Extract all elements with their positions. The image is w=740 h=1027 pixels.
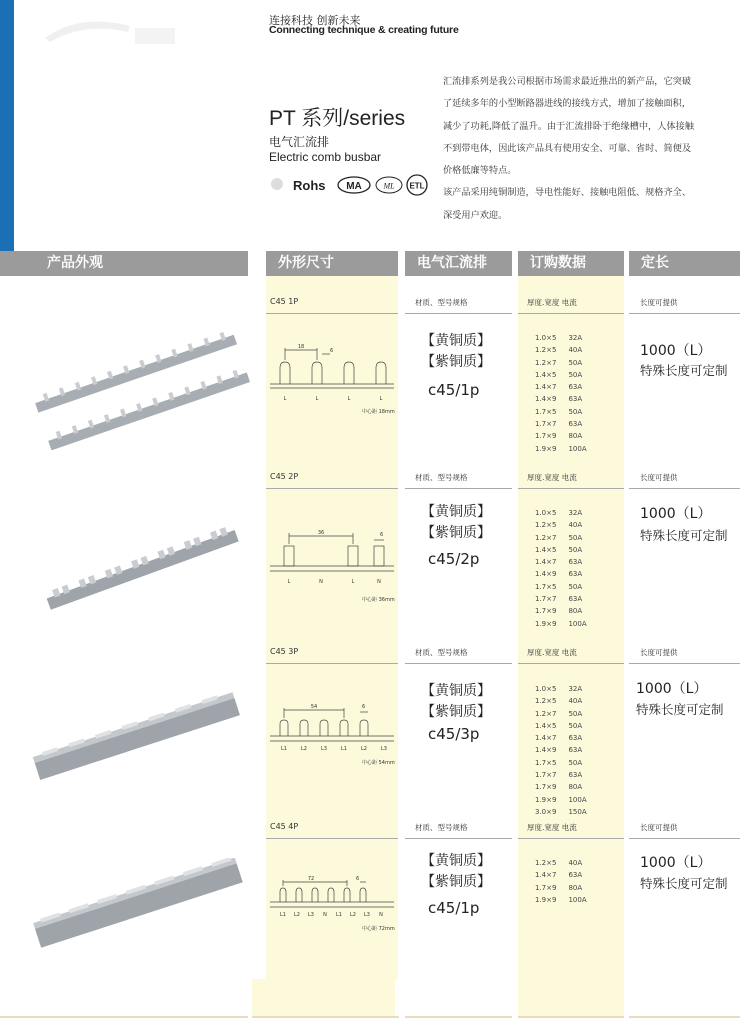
footer-rule <box>405 1016 512 1018</box>
spec-thickness-width: 1.4×7 <box>535 383 557 392</box>
pole-label: L <box>283 396 287 402</box>
material-brass: 【黄铜质】 <box>421 333 491 349</box>
spec-row <box>535 895 597 905</box>
divider <box>405 488 512 489</box>
leaf-icon <box>269 176 285 192</box>
length-header: 长度可提供 <box>640 648 678 657</box>
pole-label: L <box>315 396 319 402</box>
dim-label: 6 <box>356 876 360 882</box>
length-note: 特殊长度可定制 <box>640 528 728 543</box>
model-number: c45/1p <box>428 899 480 917</box>
material-list <box>421 331 491 373</box>
order-header: 厚度.宽度 电流 <box>527 648 577 657</box>
dimension-drawing-3p <box>266 700 398 760</box>
material-list <box>421 502 491 544</box>
spec-thickness-width: 1.2×5 <box>535 859 557 867</box>
pole-label: L1 <box>336 912 342 918</box>
spec-thickness-width: 1.7×9 <box>535 783 557 792</box>
spec-row <box>535 557 597 567</box>
spec-thickness-width: 1.7×5 <box>535 758 557 767</box>
spec-current: 100A <box>568 619 587 628</box>
spec-current: 80A <box>568 883 583 892</box>
spec-current: 50A <box>568 370 583 379</box>
spec-row <box>535 582 597 592</box>
spec-current: 40A <box>568 521 583 530</box>
spec-row <box>535 696 597 706</box>
product-title: C45 3P <box>270 647 299 656</box>
spec-thickness-width: 1.2×7 <box>535 709 557 718</box>
spec-row <box>535 520 597 530</box>
desc-line: 汇流排系列是我公司根据市场需求最近推出的新产品，它突破 <box>443 76 692 87</box>
divider <box>629 838 740 839</box>
spec-thickness-width: 1.2×5 <box>535 521 557 530</box>
divider <box>266 313 398 314</box>
spec-row <box>535 394 597 404</box>
spec-row <box>535 606 597 616</box>
divider <box>266 663 398 664</box>
product-description <box>443 71 733 227</box>
pole-label: L1 <box>281 746 287 752</box>
center-distance-note: 中心距 72mm <box>362 926 395 932</box>
length-value: 1000（L） <box>640 506 712 522</box>
spec-thickness-width: 1.7×7 <box>535 595 557 604</box>
center-distance-note: 中心距 54mm <box>362 760 395 766</box>
spec-thickness-width: 1.0×5 <box>535 509 557 517</box>
divider <box>629 313 740 314</box>
material-list <box>421 851 491 893</box>
pole-label: L <box>287 579 291 585</box>
spec-thickness-width: 1.7×7 <box>535 420 557 429</box>
spec-thickness-width: 1.4×5 <box>535 545 557 554</box>
spec-thickness-width: 1.7×9 <box>535 883 557 892</box>
spec-row <box>535 333 597 343</box>
desc-line: 了延续多年的小型断路器进线的接线方式，增加了接触面积， <box>443 98 692 110</box>
spec-row <box>535 407 597 417</box>
etl-cert-text: ETL <box>409 181 425 191</box>
length-header: 长度可提供 <box>640 298 678 307</box>
desc-line: 减少了功耗,降低了温升。由于汇流排卧于绝缘槽中，人体接触 <box>443 120 694 132</box>
spec-thickness-width: 1.2×7 <box>535 533 557 542</box>
slogan-english: Connecting technique & creating future <box>269 24 459 36</box>
divider <box>518 663 624 664</box>
column-header-order-data: 订购数据 <box>518 251 624 276</box>
spec-thickness-width: 1.2×5 <box>535 697 557 706</box>
spec-current: 63A <box>568 871 583 880</box>
pole-label: L2 <box>301 746 307 752</box>
pole-label: L <box>347 396 351 402</box>
length-note: 特殊长度可定制 <box>640 876 728 891</box>
material-header: 材质、型号规格 <box>415 648 468 657</box>
spec-row <box>535 594 597 604</box>
spec-thickness-width: 1.7×7 <box>535 771 557 780</box>
spec-current: 63A <box>568 558 583 567</box>
ml-cert-text: ML <box>383 181 395 191</box>
footer-rule <box>629 1016 740 1018</box>
spec-current: 100A <box>568 895 587 904</box>
order-header: 厚度.宽度 电流 <box>527 298 577 307</box>
spec-current: 50A <box>568 758 583 767</box>
spec-row <box>535 533 597 543</box>
spec-current: 63A <box>568 771 583 780</box>
spec-row <box>535 619 597 629</box>
dimension-drawing-1p <box>266 338 398 418</box>
spec-row <box>535 508 597 518</box>
material-copper: 【紫铜质】 <box>421 704 491 720</box>
spec-thickness-width: 1.4×7 <box>535 871 557 880</box>
pole-label: L3 <box>364 912 370 918</box>
spec-current: 32A <box>568 509 583 517</box>
desc-line: 不到带电体，因此该产品具有使用安全、可靠、省时、简便及 <box>443 142 692 154</box>
spec-row <box>535 709 597 719</box>
spec-current: 63A <box>568 570 583 579</box>
dim-label: 6 <box>380 532 384 538</box>
spec-row <box>535 733 597 743</box>
spec-thickness-width: 1.2×5 <box>535 346 557 355</box>
dim-label: 54 <box>310 704 318 710</box>
length-header: 长度可提供 <box>640 823 678 832</box>
pole-label: L2 <box>361 746 367 752</box>
slogan-chinese: 连接科技 创新未来 <box>269 14 361 27</box>
spec-table <box>533 682 599 819</box>
dim-label: 18 <box>297 344 305 350</box>
etl-cert-icon <box>406 174 428 196</box>
spec-row <box>535 858 597 868</box>
spec-thickness-width: 1.0×5 <box>535 685 557 693</box>
company-logo <box>40 8 190 58</box>
material-brass: 【黄铜质】 <box>421 683 491 699</box>
column-header-busbar: 电气汇流排 <box>405 251 512 276</box>
divider <box>629 663 740 664</box>
length-value: 1000（L） <box>636 681 708 697</box>
order-header: 厚度.宽度 电流 <box>527 823 577 832</box>
divider <box>266 488 398 489</box>
ml-cert-icon <box>375 176 403 194</box>
spec-thickness-width: 3.0×9 <box>535 807 557 816</box>
spec-current: 80A <box>568 607 583 616</box>
pole-label: N <box>323 912 327 918</box>
spec-thickness-width: 1.4×5 <box>535 370 557 379</box>
column-header-appearance: 产品外观 <box>0 251 248 276</box>
spec-thickness-width: 1.9×9 <box>535 895 557 904</box>
spec-table <box>533 856 599 907</box>
busbar-1p-image <box>30 320 250 450</box>
model-number: c45/3p <box>428 725 480 743</box>
divider <box>518 838 624 839</box>
length-value: 1000（L） <box>640 343 712 359</box>
accent-bar <box>0 0 14 270</box>
spec-current: 40A <box>568 697 583 706</box>
spec-current: 63A <box>568 746 583 755</box>
spec-row <box>535 770 597 780</box>
spec-thickness-width: 1.7×5 <box>535 407 557 416</box>
busbar-2p-image <box>40 520 245 615</box>
desc-line: 价格低廉等特点。 <box>443 165 517 177</box>
material-brass: 【黄铜质】 <box>421 504 491 520</box>
spec-current: 63A <box>568 420 583 429</box>
spec-thickness-width: 1.9×9 <box>535 444 557 453</box>
divider <box>518 313 624 314</box>
subtitle-chinese: 电气汇流排 <box>269 135 330 149</box>
material-header: 材质、型号规格 <box>415 298 468 307</box>
dim-label: 6 <box>330 348 334 354</box>
pole-label: N <box>319 579 323 585</box>
pole-label: L1 <box>280 912 286 918</box>
product-title: C45 2P <box>270 472 299 481</box>
spec-thickness-width: 1.4×9 <box>535 570 557 579</box>
material-copper: 【紫铜质】 <box>421 525 491 541</box>
material-copper: 【紫铜质】 <box>421 354 491 370</box>
spec-current: 50A <box>568 358 583 367</box>
divider <box>405 313 512 314</box>
length-header: 长度可提供 <box>640 473 678 482</box>
spec-row <box>535 758 597 768</box>
divider <box>629 488 740 489</box>
spec-current: 80A <box>568 783 583 792</box>
spec-current: 50A <box>568 407 583 416</box>
spec-current: 150A <box>568 807 587 816</box>
spec-current: 80A <box>568 432 583 441</box>
model-number: c45/2p <box>428 550 480 568</box>
pole-label: L3 <box>381 746 387 752</box>
ma-cert-text: MA <box>346 181 362 192</box>
spec-thickness-width: 1.7×9 <box>535 607 557 616</box>
pole-label: L3 <box>321 746 327 752</box>
busbar-3p-image <box>30 690 245 785</box>
spec-table <box>533 506 599 631</box>
spec-row <box>535 684 597 694</box>
spec-row <box>535 358 597 368</box>
ma-cert-icon <box>337 176 371 194</box>
spec-row <box>535 419 597 429</box>
dim-label: 72 <box>307 876 315 882</box>
spec-row <box>535 721 597 731</box>
spec-current: 50A <box>568 721 583 730</box>
spec-current: 50A <box>568 582 583 591</box>
spec-row <box>535 382 597 392</box>
desc-line: 深受用户欢迎。 <box>443 209 508 221</box>
spec-current: 50A <box>568 709 583 718</box>
spec-row <box>535 745 597 755</box>
spec-thickness-width: 1.7×5 <box>535 582 557 591</box>
spec-current: 100A <box>568 795 587 804</box>
length-note: 特殊长度可定制 <box>640 363 728 378</box>
spec-thickness-width: 1.4×5 <box>535 721 557 730</box>
pole-label: L <box>379 396 383 402</box>
footer-cell <box>252 979 399 1016</box>
length-value: 1000（L） <box>640 855 712 871</box>
spec-current: 40A <box>568 859 583 867</box>
pole-label: L2 <box>294 912 300 918</box>
spec-thickness-width: 1.7×9 <box>535 432 557 441</box>
pole-label: L3 <box>308 912 314 918</box>
column-header-length: 定长 <box>629 251 740 276</box>
pole-label: L <box>351 579 355 585</box>
dimension-drawing-2p <box>266 520 398 590</box>
pole-label: L2 <box>350 912 356 918</box>
spec-current: 63A <box>568 395 583 404</box>
model-number: c45/1p <box>428 381 480 399</box>
material-list <box>421 681 491 723</box>
desc-line: 该产品采用纯铜制造，导电性能好、接触电阻低、规格齐全、 <box>443 187 692 199</box>
spec-thickness-width: 1.4×9 <box>535 746 557 755</box>
product-title: C45 4P <box>270 822 299 831</box>
divider <box>405 838 512 839</box>
dimension-drawing-4p <box>266 872 398 927</box>
center-distance-note: 中心距 18mm <box>362 409 395 415</box>
spec-thickness-width: 1.0×5 <box>535 334 557 342</box>
divider <box>518 488 624 489</box>
dim-label: 6 <box>362 704 366 710</box>
material-header: 材质、型号规格 <box>415 473 468 482</box>
spec-current: 63A <box>568 595 583 604</box>
spec-row <box>535 545 597 555</box>
spec-thickness-width: 1.9×9 <box>535 795 557 804</box>
spec-current: 100A <box>568 444 587 453</box>
spec-current: 63A <box>568 383 583 392</box>
spec-thickness-width: 1.4×7 <box>535 734 557 743</box>
spec-row <box>535 431 597 441</box>
pole-label: L1 <box>341 746 347 752</box>
dim-label: 36 <box>317 530 325 536</box>
footer-rule <box>252 1016 399 1018</box>
pole-label: N <box>379 912 383 918</box>
spec-current: 50A <box>568 533 583 542</box>
product-title: C45 1P <box>270 297 299 306</box>
divider <box>266 838 398 839</box>
spec-current: 63A <box>568 734 583 743</box>
spec-row <box>535 370 597 380</box>
spec-row <box>535 444 597 454</box>
spec-thickness-width: 1.9×9 <box>535 619 557 628</box>
divider <box>405 663 512 664</box>
spec-current: 40A <box>568 346 583 355</box>
rohs-logo: Rohs <box>293 178 326 193</box>
length-note: 特殊长度可定制 <box>636 702 724 717</box>
center-distance-note: 中心距 36mm <box>362 597 395 603</box>
footer-cell <box>395 979 517 1016</box>
footer-cell <box>518 979 624 1016</box>
spec-current: 32A <box>568 334 583 342</box>
spec-row <box>535 870 597 880</box>
spec-thickness-width: 1.2×7 <box>535 358 557 367</box>
spec-row <box>535 569 597 579</box>
footer-rule <box>0 1016 248 1018</box>
spec-row <box>535 782 597 792</box>
busbar-4p-image <box>30 858 245 948</box>
material-header: 材质、型号规格 <box>415 823 468 832</box>
spec-thickness-width: 1.4×9 <box>535 395 557 404</box>
spec-row <box>535 807 597 817</box>
order-header: 厚度.宽度 电流 <box>527 473 577 482</box>
spec-table <box>533 331 599 456</box>
spec-thickness-width: 1.4×7 <box>535 558 557 567</box>
certification-logos <box>269 172 444 198</box>
material-copper: 【紫铜质】 <box>421 874 491 890</box>
spec-row <box>535 345 597 355</box>
spec-current: 32A <box>568 685 583 693</box>
material-brass: 【黄铜质】 <box>421 853 491 869</box>
spec-row <box>535 883 597 893</box>
subtitle-english: Electric comb busbar <box>269 150 382 164</box>
spec-current: 50A <box>568 545 583 554</box>
column-header-dimensions: 外形尺寸 <box>266 251 398 276</box>
page-title: PT 系列/series <box>269 107 406 130</box>
pole-label: N <box>377 579 381 585</box>
footer-rule <box>518 1016 624 1018</box>
spec-row <box>535 795 597 805</box>
